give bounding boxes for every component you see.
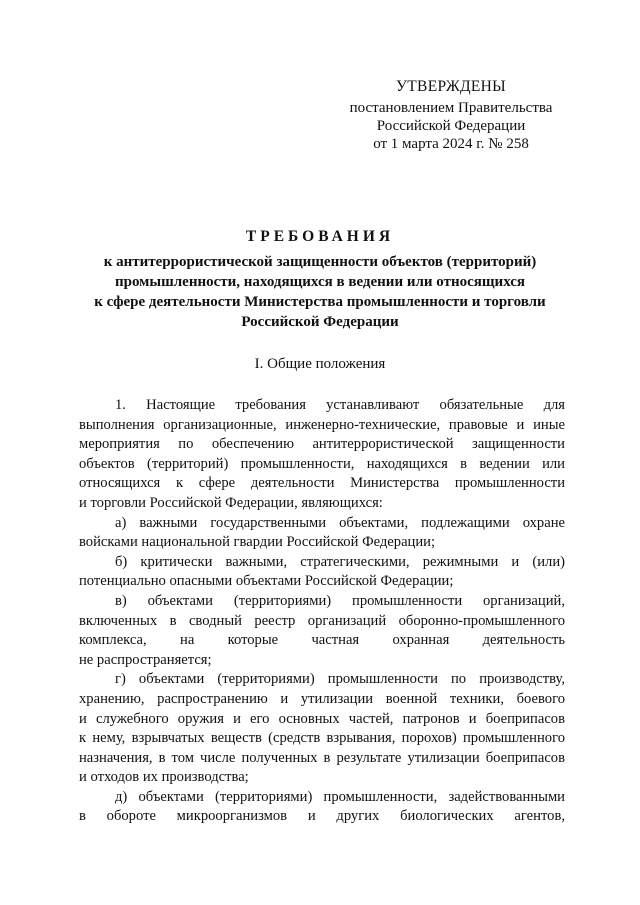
body-paragraph bbox=[79, 514, 565, 553]
body-paragraph bbox=[79, 553, 565, 592]
body-line: назначения, в том числе полученных в результате утилизации боеприпасов bbox=[79, 749, 565, 766]
body-line: включенных в сводный реестр организаций оборонно-промышленного bbox=[79, 612, 565, 629]
body-line: а) важными государственными объектами, подлежащими охране bbox=[115, 514, 565, 531]
body-line: войсками национальной гвардии Российской Федерации; bbox=[79, 534, 436, 551]
approval-heading: УТВЕРЖДЕНЫ bbox=[396, 78, 506, 95]
subtitle-line: к антитеррористической защищенности объектов (территорий) bbox=[103, 254, 537, 270]
body-line: мероприятия по обеспечению антитеррористической защищенности bbox=[79, 436, 565, 453]
subtitle-line: промышленности, находящихся в ведении или относящихся bbox=[114, 274, 526, 290]
body-line: объектов (территорий) промышленности, находящихся в ведении или bbox=[79, 455, 565, 472]
body-line: б) критически важными, стратегическими, режимными и (или) bbox=[115, 553, 565, 570]
body-paragraph bbox=[79, 670, 565, 788]
body-line: и торговли Российской Федерации, являющихся: bbox=[79, 494, 383, 511]
body-line: 1. Настоящие требования устанавливают обязательные для bbox=[115, 397, 565, 413]
document-title: ТРЕБОВАНИЯ bbox=[245, 228, 395, 245]
document-subtitle bbox=[60, 252, 580, 332]
body-paragraph bbox=[79, 396, 565, 514]
body-line: хранению, распространению и утилизации военной техники, боевого bbox=[79, 690, 565, 707]
body-paragraph bbox=[79, 592, 565, 670]
approval-date: от 1 марта 2024 г. № 258 bbox=[373, 136, 529, 152]
body-line: г) объектами (территориями) промышленности по производству, bbox=[115, 671, 565, 688]
body-line: д) объектами (территориями) промышленности, задействованными bbox=[115, 788, 565, 805]
body-line: относящихся к сфере деятельности Министерства промышленности bbox=[79, 475, 565, 492]
body-line: в обороте микроорганизмов и других биологических агентов, bbox=[79, 808, 565, 825]
body-line: комплекса, на которые частная охранная деятельность bbox=[79, 632, 565, 649]
approval-block bbox=[320, 78, 582, 153]
body-line: к нему, взрывчатых веществ (средств взрывания, порохов) промышленного bbox=[79, 730, 565, 747]
body-line: выполнения организационные, инженерно-технические, правовые и иные bbox=[79, 416, 565, 433]
section-heading: I. Общие положения bbox=[254, 356, 386, 372]
approval-line: Российской Федерации bbox=[376, 118, 526, 134]
body-line: не распространяется; bbox=[79, 651, 212, 668]
body-line: в) объектами (территориями) промышленности организаций, bbox=[115, 592, 565, 609]
subtitle-line: Российской Федерации bbox=[241, 314, 399, 330]
body-paragraph bbox=[79, 788, 565, 827]
approval-line: постановлением Правительства bbox=[349, 100, 553, 116]
subtitle-line: к сфере деятельности Министерства промышленности и торговли bbox=[94, 294, 546, 310]
body-line: потенциально опасными объектами Российской Федерации; bbox=[79, 573, 454, 590]
body-line: и отходов их производства; bbox=[79, 769, 249, 786]
body-line: и служебного оружия и его основных частей, патронов и боеприпасов bbox=[79, 710, 565, 727]
document-body bbox=[79, 396, 565, 827]
